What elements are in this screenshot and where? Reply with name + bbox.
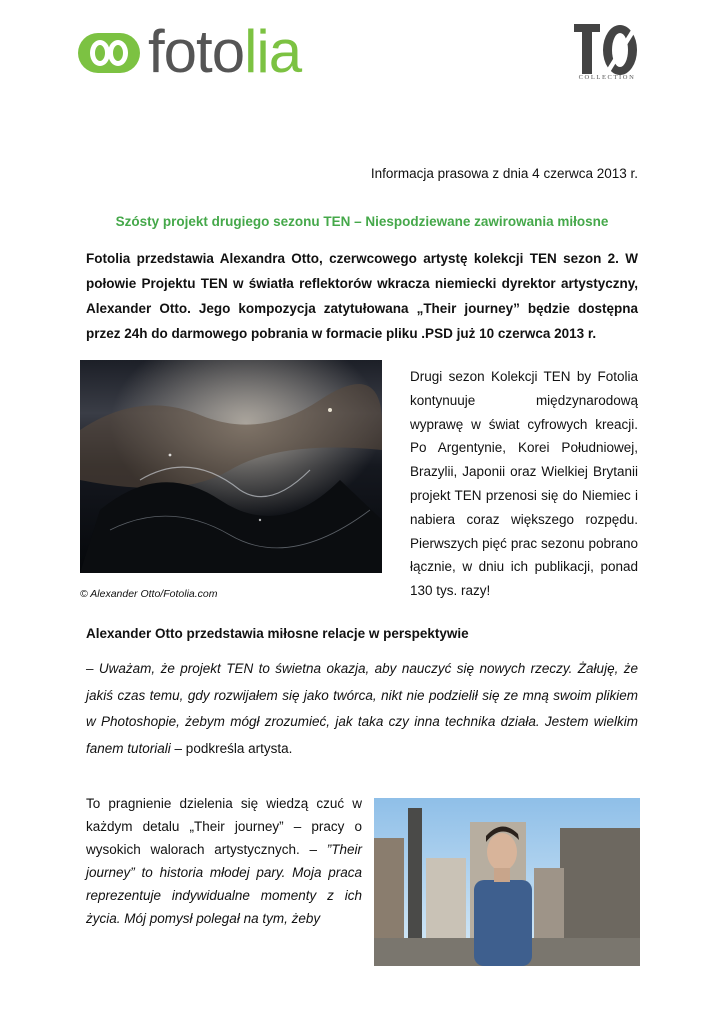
quote-attribution: – podkreśla artysta. bbox=[170, 740, 293, 756]
artwork-image bbox=[80, 360, 382, 573]
side-paragraph: Drugi sezon Kolekcji TEN by Fotolia kontynuuje międzynarodową wyprawę w świat cyfrowych kreacji. Po Argentynie, Korei Południowej, Brazylii, Japonii oraz Wielkiej Brytanii projekt TEN przenosi się do Niemiec i nabiera coraz większego rozpędu. Pierwszych pięć prac sezonu pobrano łącznie, w dniu ich publikacji, ponad 130 tys. razy! bbox=[410, 369, 638, 599]
press-release-date: Informacja prasowa z dnia 4 czerwca 2013 r. bbox=[370, 166, 638, 181]
bottom-paragraph bbox=[86, 792, 362, 930]
bottom-paragraph-plain: To pragnienie dzielenia się wiedzą czuć w każdym detalu „Their journey” – pracy o wysokich walorach artystycznych. – bbox=[86, 796, 362, 857]
bottom-paragraph-italic: ”Their journey” to historia młodej pary. Moja praca reprezentuje indywidualne momenty z ich życia. Mój pomysł polegał na tym, żeby bbox=[86, 842, 362, 926]
quote-text: – Uważam, że projekt TEN to świetna okazja, aby nauczyć się nowych rzeczy. Żałuję, że jakiś czas temu, gdy rozwijałem się jako twórca, nikt nie podzielił się ze mną swoim plikiem w Photoshopie, żebym mógł zrozumieć, jak taka czy inna technika działa. Jestem wielkim fanem tutoriali bbox=[86, 661, 638, 756]
lead-paragraph: Fotolia przedstawia Alexandra Otto, czerwcowego artystę kolekcji TEN sezon 2. W połowie Projektu TEN w światła reflektorów wkracza niemiecki dyrektor artystyczny, Alexander Otto. Jego kompozycja zatytułowana „Their journey” będzie dostępna przez 24h do darmowego pobrania w formacie pliku .PSD już 10 czerwca 2013 r. bbox=[86, 251, 638, 341]
ten-collection-logo bbox=[570, 18, 642, 82]
fotolia-logo-icon bbox=[78, 33, 140, 73]
fotolia-wordmark bbox=[148, 14, 301, 90]
image-credit: © Alexander Otto/Fotolia.com bbox=[80, 588, 218, 600]
artist-photo bbox=[374, 798, 640, 966]
section-heading: Alexander Otto przedstawia miłosne relacje w perspektywie bbox=[86, 626, 469, 641]
collection-label: COLLECTION bbox=[578, 74, 636, 81]
wordmark-suffix: lia bbox=[244, 18, 302, 85]
artist-quote bbox=[86, 656, 638, 762]
press-subtitle: Szósty projekt drugiego sezonu TEN – Niespodziewane zawirowania miłosne bbox=[115, 214, 609, 229]
wordmark-prefix: foto bbox=[148, 18, 245, 85]
